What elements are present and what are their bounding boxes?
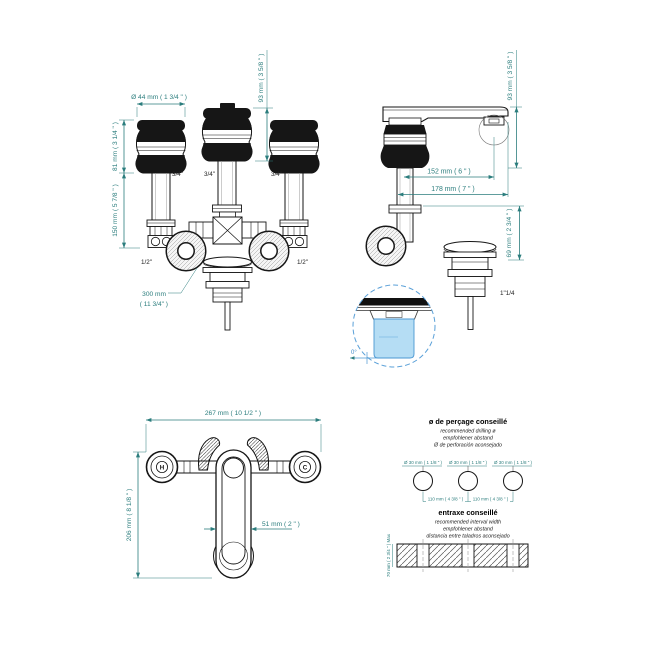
- dim-shank-height: 150 mm ( 5 7/8 " ): [112, 184, 119, 237]
- thread-label-left: 3/4": [172, 171, 183, 178]
- drilling-subtitle-es: Ø de perforación aconsejado: [433, 442, 503, 449]
- dim-spout-height-front: 93 mm ( 3 5/8 " ): [258, 53, 265, 103]
- hose-elbow: [372, 232, 400, 260]
- spacing-subtitle-en: recommended interval width: [434, 519, 502, 526]
- hole-spacing-label-1: 110 mm ( 4 3/8 " ): [427, 496, 464, 502]
- thread-label-center: 3/4": [204, 171, 215, 178]
- aerator-angle-label: 0°: [351, 350, 357, 356]
- drilling-guide: [402, 417, 533, 503]
- drain-thread-label: 1"1/4: [500, 290, 515, 297]
- popup-drain-front: [203, 257, 252, 330]
- dim-cap-diameter: Ø 44 mm ( 1 3/4 " ): [131, 94, 187, 101]
- dim-drain-height: 69 mm ( 2 3/4 " ): [506, 208, 513, 258]
- connection-label-left: 1/2": [141, 259, 152, 266]
- front-view-drawing: [112, 50, 319, 330]
- hot-handle: [147, 452, 178, 483]
- hose-right: [255, 237, 283, 265]
- drill-hole-2: [459, 472, 478, 491]
- hole-spacing-label-2: 110 mm ( 4 3/8 " ): [472, 496, 509, 502]
- drilling-subtitle-de: empfohlener abstand: [443, 435, 493, 442]
- popup-drain-side: [444, 242, 515, 330]
- dim-reach-total: 178 mm ( 7 " ): [431, 186, 475, 193]
- cold-marker: C: [302, 464, 308, 472]
- spacing-guide: [386, 508, 528, 577]
- hose-length-label: 300 mm: [142, 291, 166, 298]
- dim-spout-height-side: 93 mm ( 3 5/8 " ): [507, 51, 514, 101]
- counter-section-bar: [386, 533, 528, 577]
- thread-label-right: 3/4": [271, 171, 282, 178]
- max-thickness-label: 70 mm ( 2 3/4 " ) Max: [386, 533, 391, 578]
- hose-left: [172, 237, 200, 265]
- hole-diameter-label-3: Ø 30 mm ( 1 1/8 " ): [493, 460, 533, 465]
- dim-spout-width: 51 mm ( 2 " ): [262, 521, 300, 528]
- spacing-title: entraxe conseillé: [438, 508, 498, 517]
- hot-marker: H: [159, 464, 165, 472]
- spacing-subtitle-de: empfohlener abstand: [443, 526, 493, 533]
- cold-handle: [290, 452, 321, 483]
- spacing-subtitle-es: distancia entre taladros aconsejado: [426, 533, 510, 540]
- hole-diameter-label-1: Ø 30 mm ( 1 1/8 " ): [403, 460, 443, 465]
- side-view-drawing: [350, 50, 524, 367]
- hose-length-inches-label: ( 11 3/4" ): [139, 301, 168, 308]
- connection-label-right: 1/2": [297, 259, 308, 266]
- drilling-title: ø de perçage conseillé: [428, 417, 508, 426]
- drill-hole-1: [414, 472, 433, 491]
- hole-diameter-label-2: Ø 30 mm ( 1 1/8 " ): [448, 460, 488, 465]
- drilling-subtitle-en: recommended drilling ø: [440, 428, 496, 435]
- dim-reach-aerator: 152 mm ( 6 " ): [427, 168, 471, 176]
- dim-body-height: 81 mm ( 3 1/4 " ): [112, 122, 119, 171]
- plan-view-drawing: [126, 410, 321, 578]
- water-detail: [350, 285, 438, 367]
- dim-width: 267 mm ( 10 1/2 " ): [204, 410, 262, 417]
- dim-depth: 206 mm ( 8 1/8 " ): [126, 488, 133, 542]
- drill-hole-3: [504, 472, 523, 491]
